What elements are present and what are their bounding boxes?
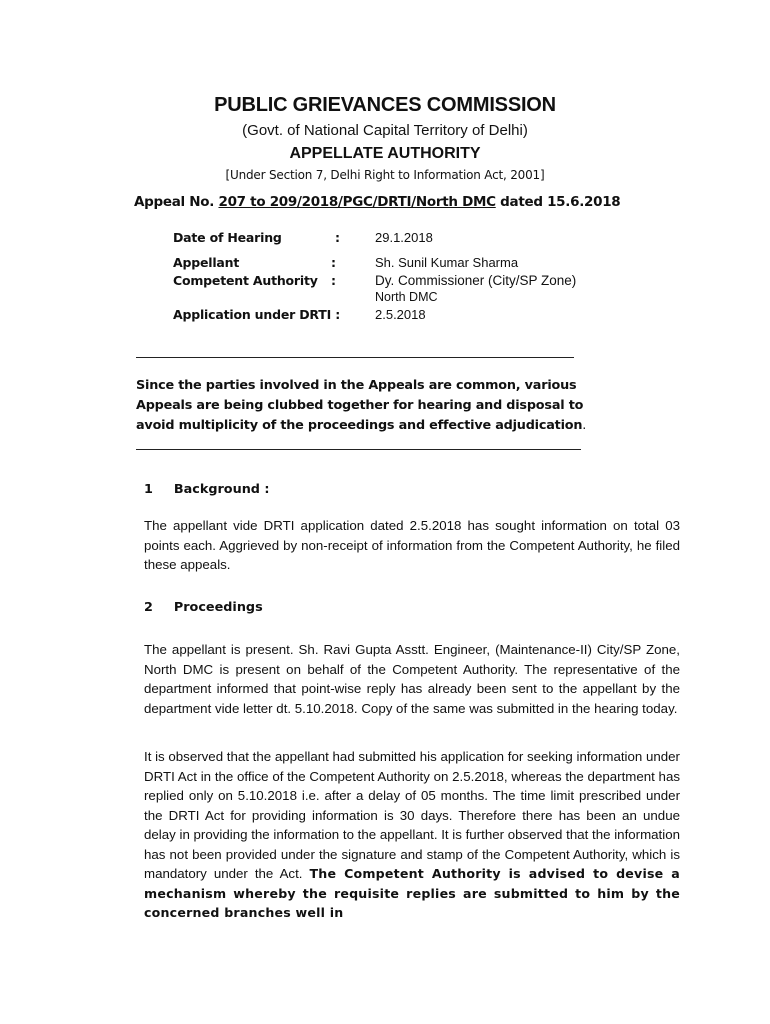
proceedings-heading [144, 600, 263, 615]
authority-heading: APPELLATE AUTHORITY [289, 145, 481, 162]
proceedings-text-2-bold: The Competent Authority is advised to devise a mechanism whereby the requisite replies are submitted to him by the concerned branches well in [144, 866, 680, 920]
hearing-value: 29.1.2018 [375, 230, 433, 245]
appeal-prefix: Appeal No. [134, 194, 215, 210]
proceedings-number: 2 [144, 600, 153, 615]
appeal-date: dated 15.6.2018 [500, 194, 621, 210]
authority-value-line1: Dy. Commissioner (City/SP Zone) [375, 273, 577, 288]
authority-colon: : [331, 273, 336, 288]
notice-line-1: Since the parties involved in the Appeals are common, various [136, 378, 577, 393]
authority-value-line2: North DMC [375, 290, 438, 304]
notice-line-2: Appeals are being clubbed together for hearing and disposal to [136, 398, 584, 413]
section-reference: [Under Section 7, Delhi Right to Information Act, 2001] [225, 168, 545, 182]
notice-line-3 [136, 416, 596, 436]
background-title: Background : [173, 482, 270, 497]
authority-label: Competent Authority [173, 273, 318, 288]
appellant-colon: : [331, 255, 336, 270]
application-value: 2.5.2018 [375, 307, 426, 322]
notice-text [136, 376, 596, 436]
background-text: The appellant vide DRTI application dated 2.5.2018 has sought information on total 03 points each. Aggrieved by non-receipt of information from the Competent Authority, he filed these appeals. [144, 518, 680, 572]
appeal-number: 207 to 209/2018/PGC/DRTI/North DMC [218, 194, 496, 210]
proceedings-text-2-wrap [144, 747, 680, 923]
background-heading [144, 482, 270, 497]
background-number: 1 [144, 482, 153, 497]
document-title: PUBLIC GRIEVANCES COMMISSION [214, 94, 556, 116]
proceedings-text-2: It is observed that the appellant had submitted his application for seeking information under DRTI Act in the office of the Competent Authority on 2.5.2018, whereas the department has replied only on 5.10.2018 i.e. after a delay of 05 months. The time limit prescribed under the DRTI Act for providing information is 30 days. Therefore there has been an undue delay in providing the information to the appellant. It is further observed that the information has not been provided under the signature and stamp of the Competent Authority, which is mandatory under the Act. [144, 749, 680, 881]
document-subtitle: (Govt. of National Capital Territory of Delhi) [242, 122, 528, 139]
hearing-label: Date of Hearing [173, 230, 282, 245]
appellant-label: Appellant [173, 255, 240, 270]
appeal-line [134, 194, 620, 210]
application-label: Application under DRTI : [173, 307, 340, 322]
notice-line-3-end: . [582, 418, 587, 433]
proceedings-text-1: The appellant is present. Sh. Ravi Gupta Asstt. Engineer, (Maintenance-II) City/SP Zone, North DMC is present on behalf of the Competent Authority. The representative of the department informed that point-wise reply has already been sent to the appellant by the department vide letter dt. 5.10.2018. Copy of the same was submitted in the hearing today. [144, 642, 680, 716]
divider-top [136, 357, 574, 358]
hearing-colon: : [335, 230, 340, 245]
proceedings-paragraph-1 [144, 640, 680, 718]
proceedings-title: Proceedings [173, 600, 263, 615]
divider-bottom [136, 449, 581, 450]
notice-line-3-text: avoid multiplicity of the proceedings and effective adjudication [136, 418, 583, 433]
appellant-value: Sh. Sunil Kumar Sharma [375, 255, 519, 270]
background-paragraph [144, 516, 680, 575]
proceedings-paragraph-2 [144, 747, 680, 923]
